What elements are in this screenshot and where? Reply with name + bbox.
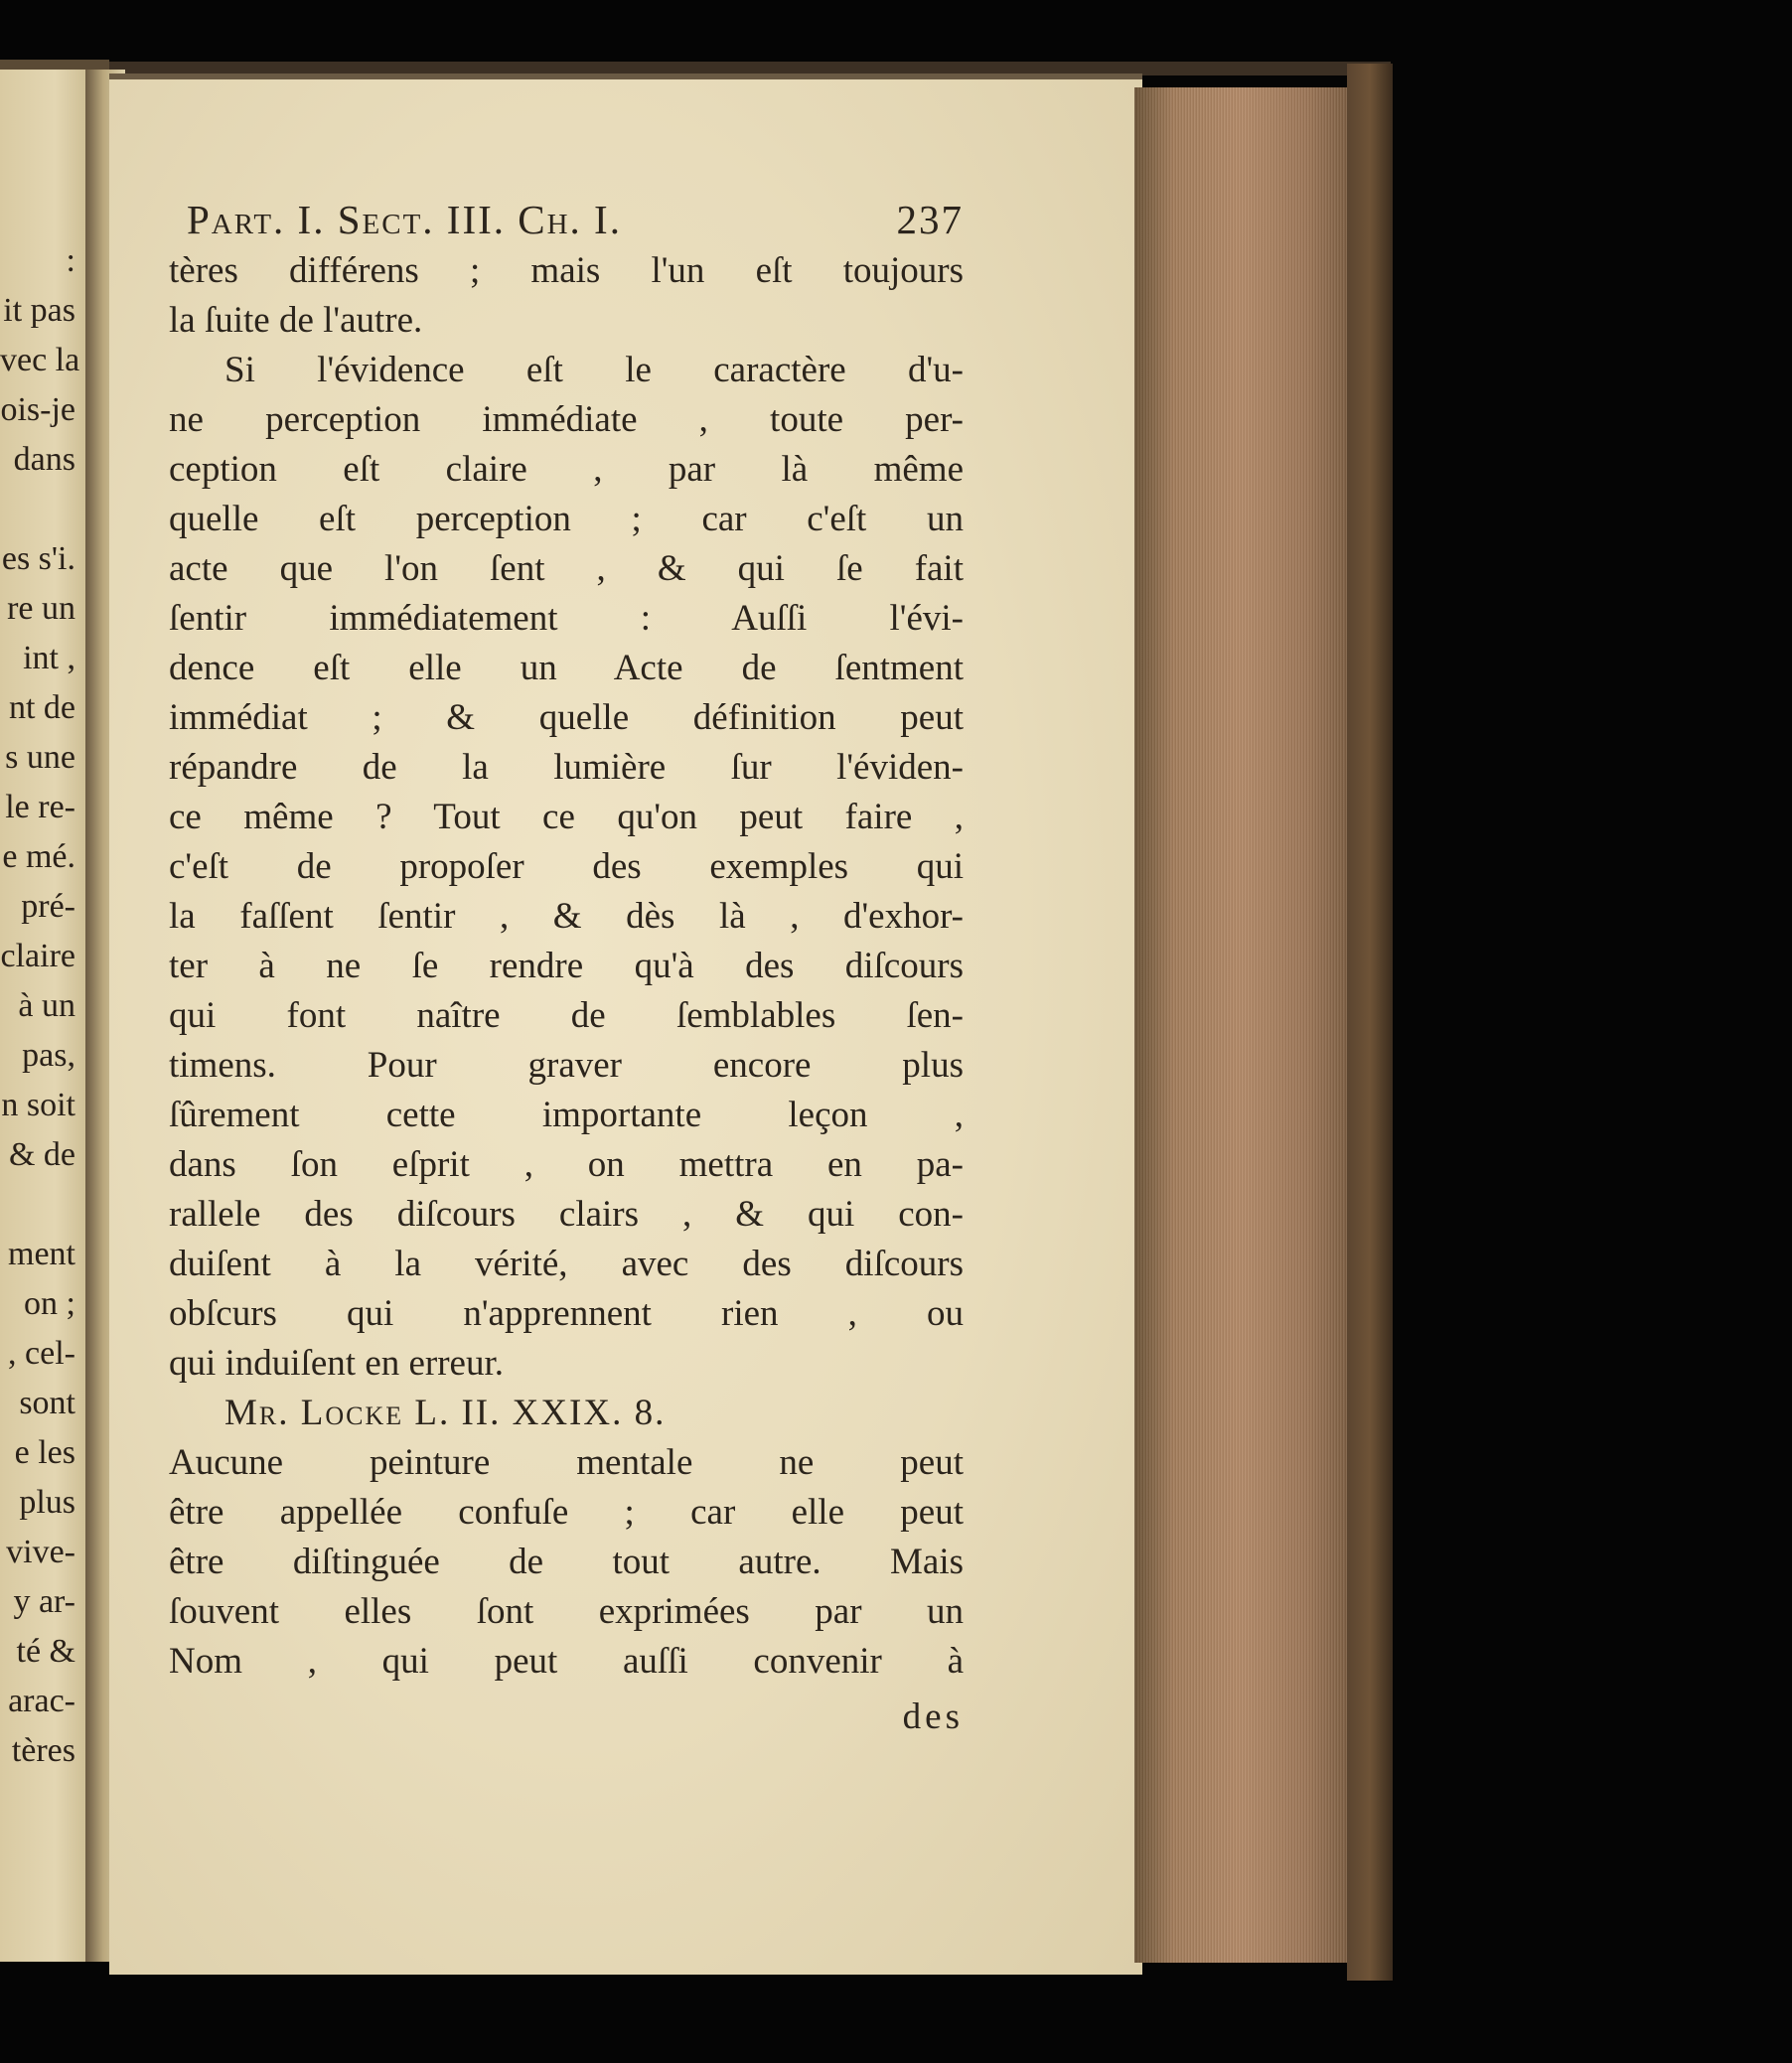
left-page-line: à un: [18, 987, 75, 1024]
text-line: ce même ? Tout ce qu'on peut faire ,: [169, 797, 964, 837]
text-line: immédiat ; & quelle définition peut: [169, 697, 964, 738]
left-page-line: on ;: [24, 1285, 75, 1322]
left-page-line: s une: [5, 739, 75, 776]
page-text-block: [169, 195, 964, 1742]
book-page-edges: [1134, 87, 1351, 1963]
left-page-line: dans: [13, 441, 75, 478]
left-page-line: plus: [19, 1484, 75, 1521]
text-line: ſouvent elles ſont exprimées par un: [169, 1591, 964, 1632]
text-line: ne perception immédiate , toute per-: [169, 399, 964, 440]
section-reference-line: Mr. Locke L. II. XXIX. 8.: [224, 1393, 667, 1433]
text-line: acte que l'on ſent , & qui ſe fait: [169, 548, 964, 589]
text-line: la faſſent ſentir , & dès là , d'exhor-: [169, 896, 964, 937]
text-line: être appellée confuſe ; car elle peut: [169, 1492, 964, 1533]
text-line: tères différens ; mais l'un eſt toujours: [169, 250, 964, 291]
left-page-line: té &: [16, 1633, 75, 1670]
catchword: des: [902, 1696, 964, 1737]
left-page-line: [0, 1180, 89, 1230]
text-line: dence eſt elle un Acte de ſentment: [169, 648, 964, 688]
text-line: Aucune peinture mentale ne peut: [169, 1442, 964, 1483]
right-page: [109, 74, 1142, 1975]
left-page-line: ment: [8, 1236, 75, 1272]
left-page-line: pas,: [22, 1037, 75, 1074]
page-body: [169, 246, 964, 1687]
text-line: quelle eſt perception ; car c'eſt un: [169, 499, 964, 539]
left-page-line: it pas: [3, 292, 75, 329]
left-page-line: sont: [19, 1385, 75, 1421]
left-page-line: ois-je: [0, 391, 75, 428]
left-page-line: e les: [14, 1434, 75, 1471]
text-line: ſûrement cette importante leçon ,: [169, 1095, 964, 1135]
text-line: être diſtinguée de tout autre. Mais: [169, 1542, 964, 1582]
left-page-line: :: [66, 242, 75, 279]
left-page-line: le re-: [5, 789, 75, 825]
text-line: dans ſon eſprit , on mettra en pa-: [169, 1144, 964, 1185]
left-page-line: es s'i.: [1, 540, 75, 577]
text-line: ſentir immédiatement : Auſſi l'évi-: [169, 598, 964, 639]
running-head: [169, 195, 964, 244]
text-line: Nom , qui peut auſſi convenir à: [169, 1641, 964, 1682]
text-line: ception eſt claire , par là même: [169, 449, 964, 490]
text-line: ter à ne ſe rendre qu'à des diſcours: [169, 946, 964, 986]
left-page-text: [0, 236, 89, 1776]
left-page-line: pré-: [21, 888, 75, 925]
text-line: duiſent à la vérité, avec des diſcours: [169, 1244, 964, 1284]
page-number: 237: [896, 197, 964, 242]
left-page-line: vec la: [0, 342, 80, 378]
left-page: [0, 70, 91, 1962]
left-page-line: & de: [8, 1136, 75, 1173]
left-page-line: e mé.: [2, 838, 75, 875]
text-line: timens. Pour graver encore plus: [169, 1045, 964, 1086]
running-head-title: Part. I. Sect. III. Ch. I.: [187, 197, 622, 242]
text-line: c'eſt de propoſer des exemples qui: [169, 846, 964, 887]
text-line: obſcurs qui n'apprennent rien , ou: [169, 1293, 964, 1334]
book-cover-edge: [1347, 64, 1393, 1981]
left-page-line: nt de: [8, 689, 75, 726]
text-line: Si l'évidence eſt le caractère d'u-: [224, 350, 964, 390]
left-page-line: , cel-: [8, 1335, 75, 1372]
text-line: répandre de la lumière ſur l'éviden-: [169, 747, 964, 788]
text-line: la ſuite de l'autre.: [169, 300, 423, 341]
left-page-line: vive-: [6, 1534, 75, 1570]
left-page-line: y ar-: [13, 1583, 75, 1620]
text-line: qui induiſent en erreur.: [169, 1343, 505, 1384]
left-page-line: int ,: [23, 640, 75, 676]
left-page-line: re un: [7, 590, 75, 627]
left-page-line: n soit: [1, 1087, 75, 1123]
left-page-line: [0, 485, 89, 534]
text-line: qui font naître de ſemblables ſen-: [169, 995, 964, 1036]
left-page-line: claire: [0, 938, 75, 974]
left-page-line: arac-: [8, 1683, 75, 1719]
left-page-line: tères: [11, 1732, 75, 1769]
text-line: rallele des diſcours clairs , & qui con-: [169, 1194, 964, 1235]
